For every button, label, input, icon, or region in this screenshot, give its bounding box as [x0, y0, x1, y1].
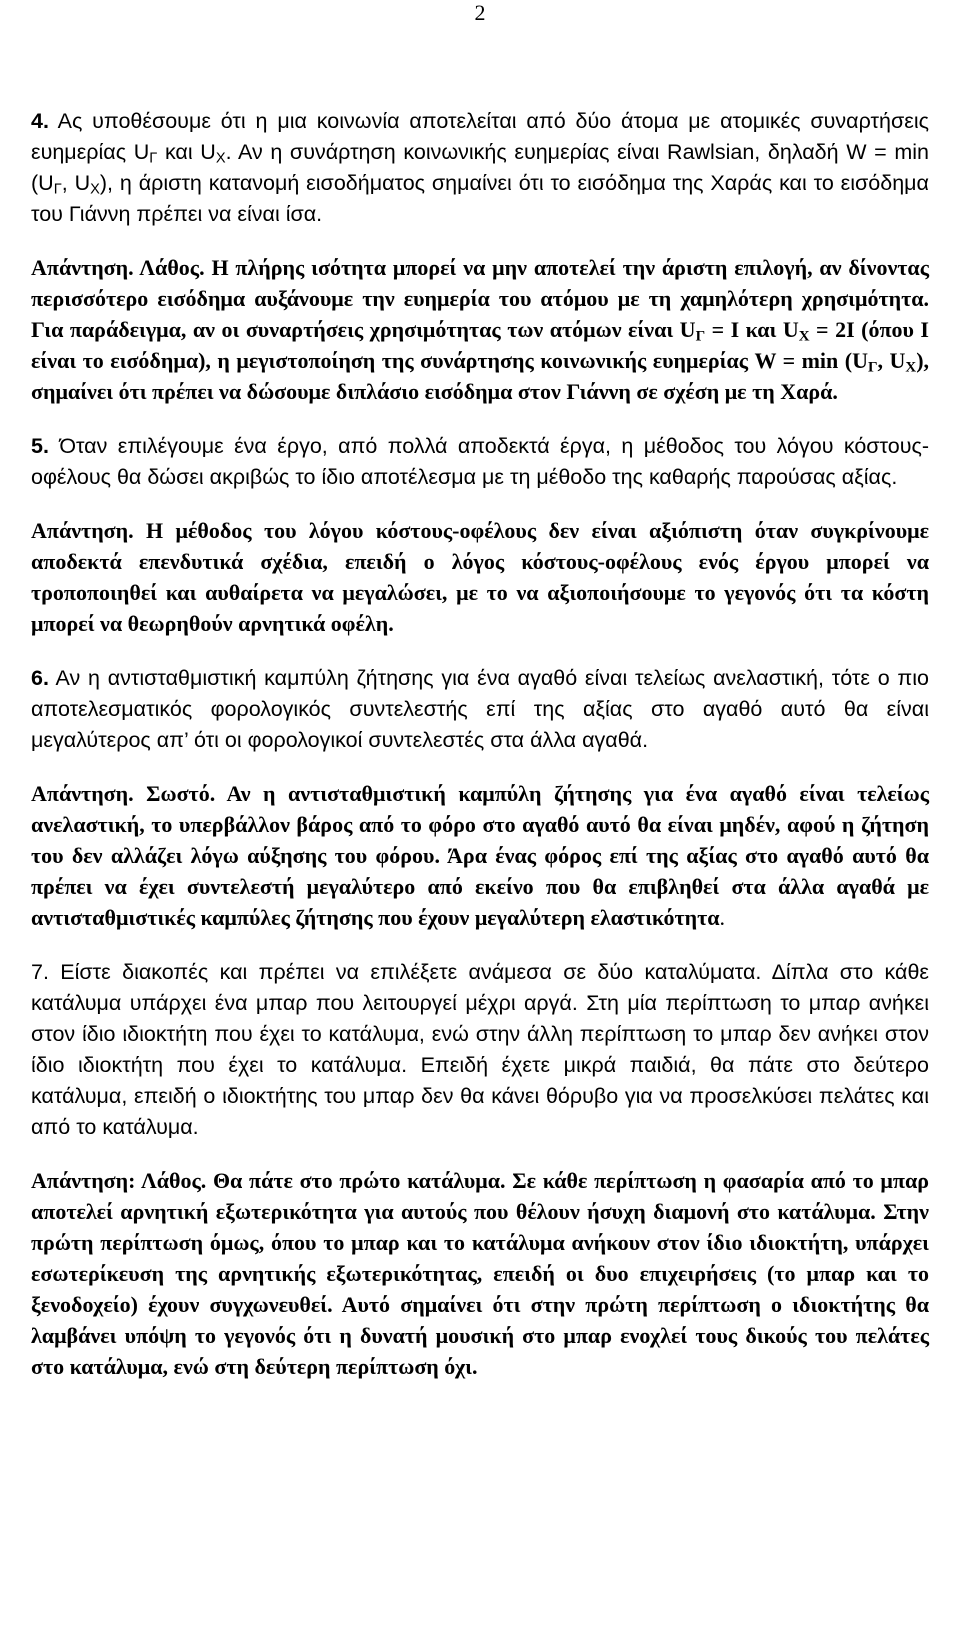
answer-text: = 2I (όπου I είναι το εισόδημα), η μεγιστοποίηση της συνάρτησης κοινωνικής ευημερίας W = min (U [31, 317, 929, 373]
answer-6 [31, 778, 929, 933]
question-text: Ας υποθέσουμε ότι η μια κοινωνία αποτελείται από δύο άτομα με ατομικές συναρτήσεις ευημερίας U [31, 109, 929, 164]
document-body [31, 106, 929, 1382]
answer-4 [31, 252, 929, 407]
question-text: ), η άριστη κατανομή εισοδήματος σημαίνει ότι το εισόδημα της Χαράς και το εισόδημα του Γιάννη πρέπει να είναι ίσα. [31, 171, 929, 226]
answer-7 [31, 1165, 929, 1382]
answer-text: , U [877, 348, 906, 373]
subscript: Χ [798, 328, 810, 345]
answer-label: Απάντηση. Σωστό. [31, 781, 216, 806]
question-text: Είστε διακοπές και πρέπει να επιλέξετε ανάμεσα σε δύο καταλύματα. Δίπλα στο κάθε κατάλυμα υπάρχει ένα μπαρ που λειτουργεί μέχρι αργά. Στη μία περίπτωση το μπαρ ανήκει στον ίδιο ιδιοκτήτη που έχει το κατάλυμα, ενώ στην άλλη περίπτωση το μπαρ δεν ανήκει στον ίδιο ιδιοκτήτη που έχει το κατάλυμα. Επειδή έχετε μικρά παιδιά, θα πάτε στο δεύτερο κατάλυμα, επειδή ο ιδιοκτήτης του μπαρ δεν θα κάνει θόρυβο για να προσελκύσει πελάτες και από το κατάλυμα. [31, 960, 929, 1139]
question-text: , U [61, 171, 91, 195]
question-text: . Αν η συνάρτηση κοινωνικής ευημερίας είναι Rawlsian, δηλαδή W = min (U [31, 140, 930, 195]
subscript: Γ [149, 150, 158, 167]
answer-text: Θα πάτε στο πρώτο κατάλυμα. Σε κάθε περίπτωση η φασαρία από το μπαρ αποτελεί αρνητική εξωτερικότητα για αυτούς που θέλουν ήσυχη διαμονή στο κατάλυμα. Στην πρώτη περίπτωση όμως, όπου το μπαρ και το κατάλυμα ανήκουν στον ίδιο ιδιοκτήτη, υπάρχει εσωτερίκευση της αρνητικής εξωτερικότητας, επειδή οι δυο επιχειρήσεις (το μπαρ και το ξενοδοχείο) έχουν συγχωνευθεί. Αυτό σημαίνει ότι στην πρώτη περίπτωση ο ιδιοκτήτης θα λαμβάνει υπόψη το γεγονός ότι η δυνατή μουσική στο μπαρ ενοχλεί τους δικούς του πελάτες στο κατάλυμα, ενώ στη δεύτερη περίπτωση όχι. [31, 1168, 929, 1379]
question-text: Αν η αντισταθμιστική καμπύλη ζήτησης για ένα αγαθό είναι τελείως ανελαστική, τότε ο πιο αποτελεσματικός φορολογικός συντελεστής επί της αξίας στο αγαθό αυτό θα είναι μεγαλύτερος απ’ ότι οι φορολογικοί συντελεστές στα άλλα αγαθά. [31, 666, 929, 752]
answer-label: Απάντηση. [31, 518, 134, 543]
answer-text: Αν η αντισταθμιστική καμπύλη ζήτησης για ένα αγαθό είναι τελείως ανελαστική, το υπερβάλλον βάρος από το φόρο στο αγαθό αυτό θα είναι μηδέν, αφού η ζήτηση του δεν αλλάζει λόγω αύξησης του φόρου. Άρα ένας φόρος επί της αξίας στο αγαθό αυτό θα πρέπει να έχει συντελεστή μεγαλύτερο από εκείνο που θα επιβληθεί στα άλλα αγαθά με αντισταθμιστικές καμπύλες ζήτησης που έχουν μεγαλύτερη ελαστικότητα [31, 781, 929, 930]
question-7 [31, 957, 929, 1143]
question-number: 4. [31, 109, 49, 133]
answer-label: Απάντηση: Λάθος. [31, 1168, 207, 1193]
subscript: Χ [90, 181, 100, 198]
answer-text: Η πλήρης ισότητα μπορεί να μην αποτελεί την άριστη επιλογή, αν δίνοντας περισσότερο εισόδημα αυξάνουμε την ευημερία του ατόμου με τη χαμηλότερη χρησιμότητα. Για παράδειγμα, αν οι συναρτήσεις χρησιμότητας των ατόμων είναι U [31, 255, 929, 342]
subscript: Χ [215, 150, 226, 167]
question-6 [31, 663, 929, 756]
question-number: 7. [31, 960, 49, 984]
subscript: Γ [53, 181, 62, 198]
question-5 [31, 431, 929, 493]
subscript: Γ [695, 328, 706, 345]
question-4 [31, 106, 929, 230]
subscript: Χ [905, 359, 917, 376]
question-number: 6. [31, 666, 49, 690]
page-number: 2 [474, 0, 486, 25]
question-text: Όταν επιλέγουμε ένα έργο, από πολλά αποδεκτά έργα, η μέθοδος του λόγου κόστους-οφέλους θα δώσει ακριβώς το ίδιο αποτέλεσμα με τη μέθοδο της καθαρής παρούσας αξίας. [31, 434, 929, 489]
answer-text: ), σημαίνει ότι πρέπει να δώσουμε διπλάσιο εισόδημα στον Γιάννη σε σχέση με τη Χαρά. [31, 348, 930, 404]
question-text: και U [157, 140, 216, 164]
question-number: 5. [31, 434, 49, 458]
answer-text: = I και U [705, 317, 799, 342]
answer-end: . [719, 905, 726, 930]
subscript: Γ [867, 359, 878, 376]
answer-label: Απάντηση. Λάθος. [31, 255, 205, 280]
answer-text: Η μέθοδος του λόγου κόστους-οφέλους δεν είναι αξιόπιστη όταν συγκρίνουμε αποδεκτά επενδυτικά σχέδια, επειδή ο λόγος κόστους-οφέλους ενός έργου μπορεί να τροποποιηθεί και αυθαίρετα να μεγαλώσει, με το να αξιοποιήσουμε το γεγονός ότι τα κόστη μπορεί να θεωρηθούν αρνητικά οφέλη. [31, 518, 929, 636]
answer-5 [31, 515, 929, 639]
